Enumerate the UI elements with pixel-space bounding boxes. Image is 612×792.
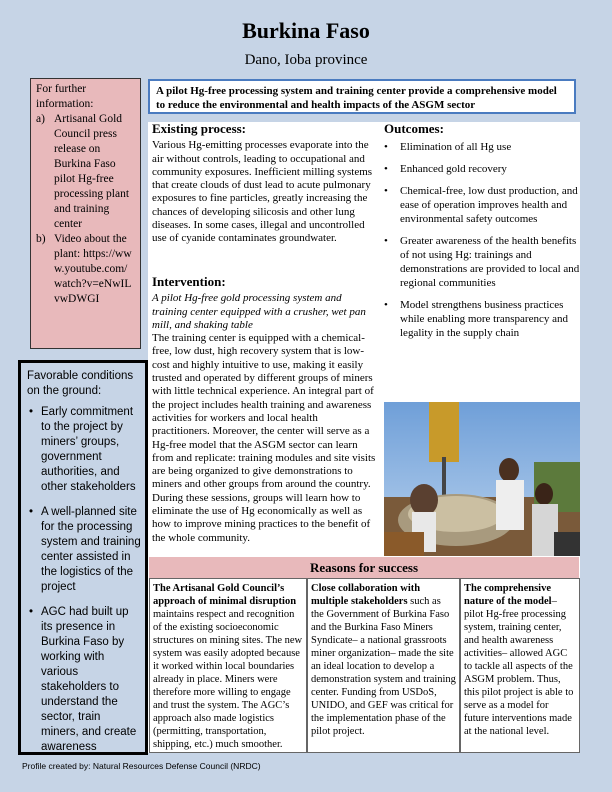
info-item-link[interactable]: Video about the plant: https://www.youtube.com/watch?v=eNwILvwDWGI <box>54 233 132 305</box>
reason-column <box>149 578 307 753</box>
summary-banner: A pilot Hg-free processing system and training center provide a comprehensive model to reduce the environmental and health impacts of the ASGM sector <box>148 79 576 114</box>
site-photo-illustration <box>384 402 580 556</box>
outcome-item: • Model strengthens business practices while enabling more transparency and legality in the supply chain <box>384 299 568 339</box>
page-title: Burkina Faso <box>242 18 370 43</box>
bullet-icon: • <box>384 185 388 197</box>
right-background <box>580 0 612 792</box>
site-photo <box>384 402 580 556</box>
existing-heading: Existing process: <box>152 121 247 136</box>
page-subtitle: Dano, Ioba province <box>244 52 368 68</box>
bullet-icon: • <box>384 299 388 311</box>
reason-lead: The Artisanal Gold Council’s approach of minimal disruption <box>153 583 297 607</box>
info-item-marker: b) <box>36 233 46 245</box>
bullet-icon: • <box>384 141 388 153</box>
outcome-item: • Enhanced gold recovery <box>384 163 507 175</box>
info-item-marker: a) <box>36 113 45 125</box>
outcome-item: • Chemical-free, low dust production, and ease of operation improves health and environmental safety outcomes <box>384 185 578 225</box>
conditions-box <box>18 360 148 755</box>
condition-item: • A well-planned site for the processing system and training center assisted in the logistics of the project <box>29 506 141 593</box>
reason-lead: The comprehensive nature of the model <box>464 583 552 607</box>
reason-text: maintains respect and recognition of the existing socioeconomic structures on mining sites. The new system was easily adopted because it worked within local boundaries already in place. Miners were therefore more willing to engage and trust the system. The AGC’s approach also made logistics (permitting, transportation, shipping, etc.) much smoother. <box>153 609 303 750</box>
existing-body: Various Hg-emitting processes evaporate into the air without controls, leading to occupational and community exposures. Inefficient milling systems that create clouds of dust lead to acute pulmonary exposures to fine particles, greatly increasing the chances of developing silicosis and other lung diseases. In some cases, illegal and uncontrolled use of cyanide contaminates groundwater. <box>152 139 373 245</box>
bullet-icon: • <box>384 163 388 175</box>
intervention-heading: Intervention: <box>152 274 226 289</box>
intervention-body: The training center is equipped with a chemical-free, low dust, high recovery system that is low-cost and highly intuitive to use, making it easily trusted and operated by different groups of miners with little technical experience. An integral part of the project includes health training and awareness activities for workers and local health practitioners. Moreover, the center will serve as a Hg-free model that the ASGM sector can learn from and replicate: training modules and site visits are being organized to give demonstrations to miners and other groups from around the country. During these sessions, groups will learn how to eliminate the use of Hg economically as well as how to improve mining practices to the benefit of the whole community. <box>152 332 376 544</box>
intervention-subheading: A pilot Hg-free gold processing system and training center equipped with a crusher, wet pan mill, and shaking table <box>152 292 366 331</box>
reasons-heading: Reasons for success <box>149 557 579 578</box>
info-item <box>36 112 135 232</box>
outcomes-section <box>384 122 580 348</box>
outcomes-heading: Outcomes: <box>384 121 444 136</box>
reason-column <box>460 578 580 753</box>
reason-text: –pilot Hg-free processing system, training center, and health awareness activities– allowed AGC to tackle all aspects of the ASGM problem. Thus, this pilot project is able to serve as a model for future interventions made at the national level. <box>464 596 574 737</box>
conditions-title: Favorable conditions on the ground: <box>27 370 134 397</box>
condition-item: • Early commitment to the project by miners’ groups, government authorities, and other stakeholders <box>29 406 136 493</box>
existing-process-section <box>152 122 378 246</box>
outcomes-list <box>384 140 580 340</box>
outcome-item: • Elimination of all Hg use <box>384 141 512 153</box>
reason-text: such as the Government of Burkina Faso and the Burkina Faso Miners Syndicate– a national grassroots miner organization– made the site an ideal location to develop a demonstration system and training center. Funding from USDoS, UNIDO, and GEF was critical for the implementation phase of the pilot project. <box>311 596 456 737</box>
bullet-icon: • <box>29 406 34 418</box>
info-list <box>36 112 135 307</box>
info-item <box>36 232 135 307</box>
reason-lead: Close collaboration with multiple stakeholders <box>311 583 421 607</box>
bullet-icon: • <box>29 606 34 618</box>
intervention-section <box>152 275 378 545</box>
bullet-icon: • <box>384 235 388 247</box>
condition-item: • AGC had built up its presence in Burkina Faso by working with various stakeholders to understand the sector, train miners, and create awareness <box>29 606 137 753</box>
conditions-list <box>27 405 141 755</box>
reason-column <box>307 578 460 753</box>
info-item-text: Artisanal Gold Council press release on Burkina Faso pilot Hg-free processing plant and training center <box>54 113 130 230</box>
footer-credit: Profile created by: Natural Resources Defense Council (NRDC) <box>22 761 261 771</box>
info-box <box>30 78 141 349</box>
outcome-item: • Greater awareness of the health benefits of not using Hg: trainings and demonstrations are provided to local and regional communities <box>384 235 580 289</box>
info-intro: For further information: <box>36 83 94 110</box>
bullet-icon: • <box>29 506 34 518</box>
